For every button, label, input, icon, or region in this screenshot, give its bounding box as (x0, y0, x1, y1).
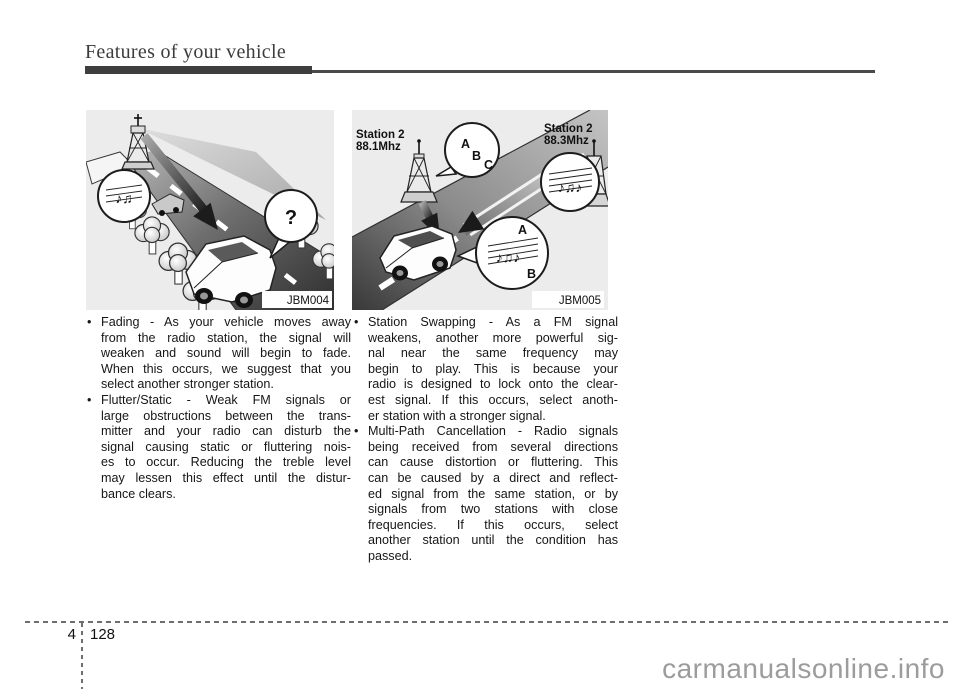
bullet-item (351, 424, 618, 564)
music-bubble-right (541, 153, 599, 211)
fading-illustration-svg (86, 110, 334, 310)
bullet-line: Fading - As your vehicle moves away (101, 315, 351, 329)
bullet-line: Station Swapping - As a FM signal (368, 315, 618, 329)
bullet-line: est signal. If this occurs, select anoth- (368, 392, 618, 407)
bullet-line: from the radio station, the signal will (101, 330, 351, 345)
bullet-line: er station with a stronger signal. (368, 408, 546, 423)
bullet-line: can be caused by a direct and reflect- (368, 470, 618, 485)
bullet-marker: • (87, 315, 92, 329)
bullet-list-left (84, 315, 351, 502)
music-bubble (98, 170, 150, 222)
bullet-marker: • (354, 315, 359, 329)
page-title: Features of your vehicle (85, 41, 287, 63)
station-left-frequency: 88.1Mhz (356, 141, 401, 153)
signal-b-label: B (527, 267, 537, 281)
bullet-line: being received from several directions (368, 439, 618, 454)
bullet-line: ed signal from the same station, or by (368, 486, 618, 501)
footer-dashed-line (25, 621, 951, 623)
text-column-left (84, 315, 351, 502)
figure-fading-illustration (86, 110, 334, 310)
music-notes-icon: ♪♫♪ (557, 179, 583, 195)
figure-label: JBM005 (558, 295, 601, 307)
bullet-line: passed. (368, 548, 413, 563)
station-left-name: Station 2 (356, 129, 405, 141)
figure-station-swapping-illustration (352, 110, 608, 310)
bullet-line: Flutter/Static - Weak FM signals or (101, 392, 351, 407)
bullet-line: weaken and sound will begin to fade. (101, 346, 351, 361)
bullet-line: large obstructions between the trans- (101, 408, 351, 423)
bullet-item (351, 315, 618, 424)
music-notes-icon: ♪♫♪ (495, 249, 521, 265)
bullet-item (84, 315, 351, 393)
bullet-marker: • (354, 424, 359, 439)
bullet-line: es to occur. Reducing the treble level (101, 455, 351, 470)
station-swapping-illustration-svg (352, 110, 608, 310)
footer-vertical-dashed-line (81, 623, 83, 689)
bullet-line: may lessen this effect until the distur- (101, 470, 351, 485)
bullet-line: radio is designed to lock onto the clear- (368, 377, 618, 392)
music-notes-icon: ♪♫ (115, 190, 133, 206)
bullet-line: bance clears. (101, 486, 176, 501)
station-right-frequency: 88.3Mhz (544, 135, 589, 147)
header-rule-thin (312, 70, 875, 73)
text-column-right (351, 315, 618, 565)
header-rule-thick (85, 66, 312, 74)
bullet-line: can cause distortion or fluttering. This (368, 455, 618, 470)
bullet-line: weakens, another more powerful sig- (368, 330, 618, 345)
question-mark: ? (284, 207, 298, 229)
station-right-name: Station 2 (544, 123, 593, 135)
station-c-label: C (484, 158, 494, 172)
bullet-line: select another stronger station. (101, 377, 274, 392)
chapter-number: 4 (67, 626, 76, 643)
bullet-list-right (351, 315, 618, 565)
bullet-line: signal causing static or fluttering nois- (101, 439, 351, 454)
bullet-line: signals from two stations with close (368, 502, 618, 517)
watermark: carmanualsonline.info (662, 653, 945, 684)
figure-label: JBM004 (286, 295, 329, 307)
bullet-marker: • (87, 392, 92, 407)
page-number: 128 (90, 626, 116, 643)
bullet-line: frequencies. If this occurs, select (368, 517, 618, 532)
bullet-line: begin to play. This is because your (368, 361, 618, 376)
signal-a-label: A (518, 223, 528, 237)
station-b-label: B (472, 149, 482, 163)
bullet-line: mitter and your radio can disturb the (101, 424, 351, 439)
bullet-line: another station until the condition has (368, 533, 618, 548)
bullet-line: When this occurs, we suggest that you (101, 361, 351, 376)
station-a-label: A (461, 137, 471, 151)
bullet-line: nal near the same frequency may (368, 346, 618, 361)
bullet-line: Multi-Path Cancellation - Radio signals (368, 424, 618, 439)
bullet-item (84, 393, 351, 502)
